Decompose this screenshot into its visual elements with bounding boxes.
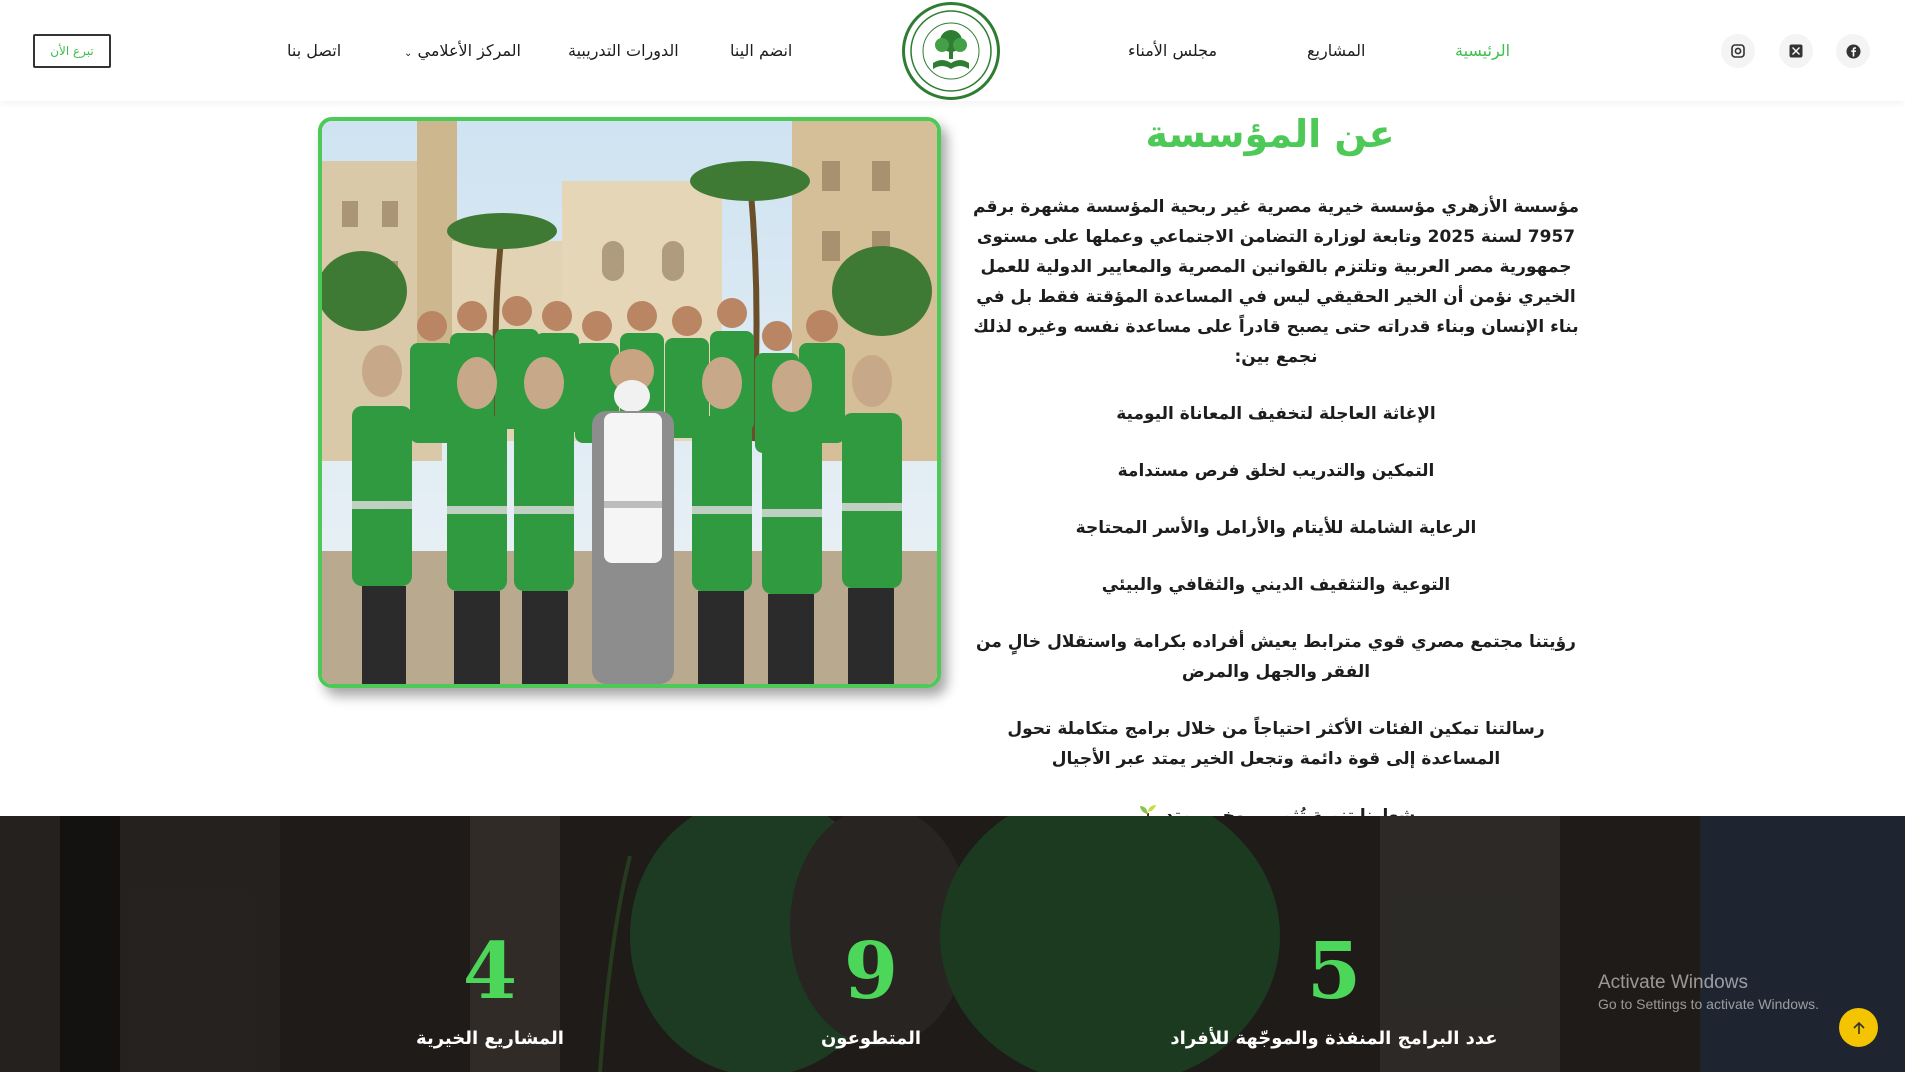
stat-projects-value: 4 — [462, 926, 518, 1017]
nav-media-label: المركز الأعلامي — [417, 41, 521, 60]
arrow-up-icon — [1851, 1020, 1867, 1036]
about-point: الإغاثة العاجلة لتخفيف المعاناة اليومية — [1116, 404, 1436, 424]
stat-volunteers-value: 9 — [843, 926, 899, 1017]
nav-join[interactable]: انضم الينا — [730, 41, 793, 60]
foundation-logo[interactable] — [902, 2, 1000, 100]
about-point: الرعاية الشاملة للأيتام والأرامل والأسر المحتاجة — [1075, 518, 1477, 538]
about-vision: رؤيتنا مجتمع مصري قوي مترابط يعيش أفراده بكرامة واستقلال خالٍ من الفقر والجهل والمرض — [976, 632, 1576, 682]
windows-activation-notice — [1598, 972, 1819, 1012]
site-header — [0, 0, 1905, 101]
nav-contact[interactable]: اتصل بنا — [287, 41, 342, 60]
volunteers-photo-illustration — [322, 121, 937, 684]
stats-section — [0, 816, 1905, 1072]
stat-projects-label: المشاريع الخيرية — [416, 1028, 564, 1049]
about-content — [966, 192, 1586, 858]
scroll-to-top-button[interactable] — [1839, 1008, 1878, 1047]
nav-projects[interactable]: المشاريع — [1307, 41, 1366, 60]
chevron-down-icon: ⌄ — [404, 48, 413, 59]
instagram-icon[interactable] — [1721, 34, 1755, 68]
activation-subtitle: Go to Settings to activate Windows. — [1598, 996, 1819, 1012]
activation-title: Activate Windows — [1598, 972, 1748, 993]
nav-home[interactable]: الرئيسية — [1455, 41, 1511, 60]
stat-volunteers-label: المتطوعون — [820, 1028, 922, 1049]
about-point: التوعية والتثقيف الديني والثقافي والبيئي — [1101, 575, 1451, 595]
about-point: التمكين والتدريب لخلق فرص مستدامة — [1117, 461, 1435, 481]
volunteers-group-photo — [318, 117, 941, 688]
stat-programs-label: عدد البرامج المنفذة والموجّهة للأفراد — [1170, 1028, 1498, 1049]
about-lead-paragraph: مؤسسة الأزهري مؤسسة خيرية مصرية غير ربحية المؤسسة مشهرة برقم 7957 لسنة 2025 وتابعة لوزارة التضامن الاجتماعي وعملها على مستوى جمهورية مصر العربية وتلتزم بالقوانين المصرية والمعايير الدولية للعمل الخيري نؤمن أن الخير الحقيقي ليس في المساعدة المؤقتة فقط بل في بناء الإنسان وبناء قدراته حتى يصبح قادراً على مساعدة نفسه وغيره لذلك نجمع بين: — [973, 197, 1579, 367]
donate-button[interactable]: تبرع الأن — [33, 34, 111, 68]
nav-board[interactable]: مجلس الأمناء — [1128, 41, 1218, 60]
about-mission: رسالتنا تمكين الفئات الأكثر احتياجاً من خلال برامج متكاملة تحول المساعدة إلى قوة دائمة وتجعل الخير يمتد عبر الأجيال — [1007, 719, 1545, 769]
stat-programs-value: 5 — [1306, 926, 1362, 1017]
nav-courses[interactable]: الدورات التدريبية — [568, 41, 679, 60]
facebook-icon[interactable] — [1836, 34, 1870, 68]
about-title: عن المؤسسة — [1145, 112, 1395, 156]
nav-media-center[interactable] — [396, 41, 521, 60]
tree-book-logo-icon — [909, 9, 993, 93]
x-icon[interactable] — [1779, 34, 1813, 68]
